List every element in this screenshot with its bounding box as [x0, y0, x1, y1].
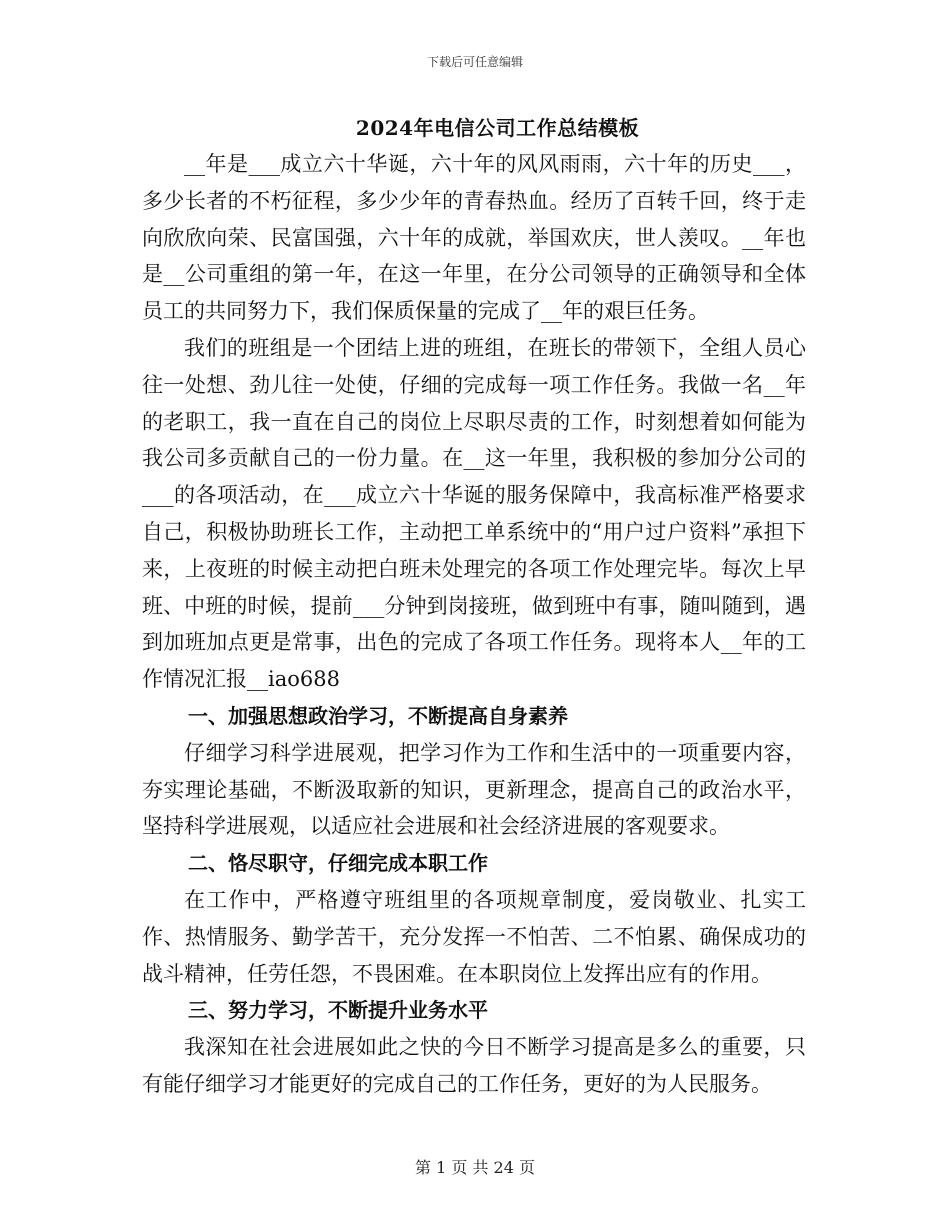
section-heading-3: 三、努力学习，不断提升业务水平 [188, 998, 488, 1023]
section-heading-2: 二、恪尽职守，仔细完成本职工作 [188, 851, 488, 876]
paragraph-intro: __年是___成立六十华诞，六十年的风风雨雨，六十年的历史___，多少长者的不朽征程，多少少年的青春热血。经历了百转千回，终于走向欣欣向荣、民富国强，六十年的成就，举国欢庆，世人羡叹。__年也是__公司重组的第一年，在这一年里，在分公司领导的正确领导和全体员工的共同努力下，我们保质保量的完成了__年的艰巨任务。 [142, 152, 806, 324]
section-heading-1: 一、加强思想政治学习，不断提高自身素养 [188, 703, 568, 728]
section-text-2: 在工作中，严格遵守班组里的各项规章制度，爱岗敬业、扎实工作、热情服务、勤学苦干，充分发挥一不怕苦、二不怕累、确保成功的战斗精神，任劳任怨，不畏困难。在本职岗位上发挥出应有的作用。 [142, 887, 806, 986]
document-title: 2024年电信公司工作总结模板 [355, 116, 640, 140]
document-body [142, 146, 806, 1103]
paragraph-team: 我们的班组是一个团结上进的班组，在班长的带领下，全组人员心往一处想、劲儿往一处使，仔细的完成每一项工作任务。我做一名__年的老职工，我一直在自己的岗位上尽职尽责的工作，时刻想着如何能为我公司多贡献自己的一份力量。在__这一年里，我积极的参加分公司的___的各项活动，在___成立六十华诞的服务保障中，我高标准严格要求自己，积极协助班长工作，主动把工单系统中的“用户过户资料”承担下来，上夜班的时候主动把白班未处理完的各项工作处理完毕。每次上早班、中班的时候，提前___分钟到岗接班，做到班中有事，随叫随到，遇到加班加点更是常事，出色的完成了各项工作任务。现将本人__年的工作情况汇报__iao688 [142, 335, 806, 692]
section-text-1: 仔细学习科学进展观，把学习作为工作和生活中的一项重要内容，夯实理论基础，不断汲取新的知识，更新理念，提高自己的政治水平，坚持科学进展观，以适应社会进展和社会经济进展的客观要求。 [142, 740, 806, 839]
page-number: 第 1 页 共 24 页 [415, 1158, 535, 1177]
header-note: 下载后可任意编辑 [426, 55, 523, 69]
section-text-3: 我深知在社会进展如此之快的今日不断学习提高是多么的重要，只有能仔细学习才能更好的完成自己的工作任务，更好的为人民服务。 [142, 1035, 806, 1096]
